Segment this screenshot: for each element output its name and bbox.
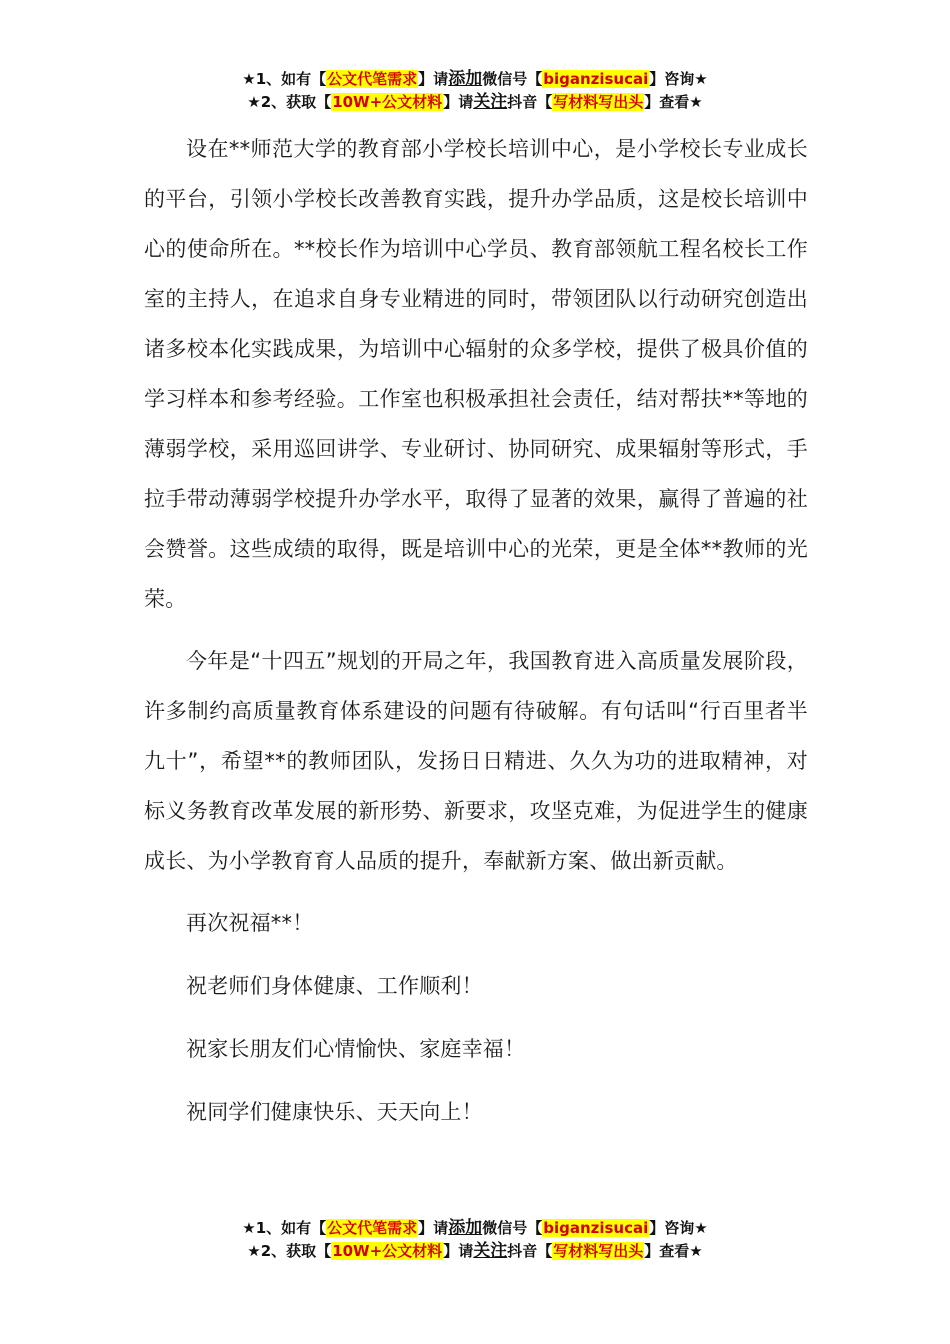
banner-line-1 — [0, 1217, 950, 1240]
highlight-douyin-account: 写材料写出头 — [553, 93, 644, 111]
banner-line-1-mid: 】请 — [418, 1219, 449, 1237]
banner-line-1 — [0, 68, 950, 91]
banner-line-1-mid2: 微信号【 — [482, 1219, 543, 1237]
banner-line-1-suffix: 】咨询★ — [649, 70, 708, 88]
header-banner — [0, 68, 950, 114]
banner-line-1-prefix: ★1、如有【 — [242, 70, 327, 88]
banner-line-2 — [0, 91, 950, 114]
banner-line-2-prefix: ★2、获取【 — [247, 1242, 332, 1260]
wish-line-1: 再次祝福**！ — [186, 911, 314, 935]
banner-line-2-prefix: ★2、获取【 — [247, 93, 332, 111]
banner-line-2-suffix: 】查看★ — [644, 1242, 703, 1260]
highlight-service: 公文代笔需求 — [327, 70, 418, 88]
banner-line-1-prefix: ★1、如有【 — [242, 1219, 327, 1237]
wish-line-2: 祝老师们身体健康、工作顺利！ — [186, 974, 483, 998]
highlight-materials: 10W+公文材料 — [332, 1242, 443, 1260]
document-body — [144, 124, 808, 1150]
banner-line-2 — [0, 1240, 950, 1263]
banner-line-1-mid2: 微信号【 — [482, 70, 543, 88]
banner-line-2-mid: 】请 — [443, 93, 474, 111]
wish-line-4: 祝同学们健康快乐、天天向上！ — [186, 1100, 483, 1124]
wish-line-3: 祝家长朋友们心情愉快、家庭幸福！ — [186, 1037, 526, 1061]
highlight-wechat-id: biganzisucai — [543, 1219, 649, 1237]
banner-line-1-mid: 】请 — [418, 70, 449, 88]
paragraph-2: 今年是“十四五”规划的开局之年，我国教育进入高质量发展阶段，许多制约高质量教育体系建设的问题有待破解。有句话叫“行百里者半九十”，希望**的教师团队，发扬日日精进、久久为功的进取精神，对标义务教育改革发展的新形势、新要求，攻坚克难，为促进学生的健康成长、为小学教育育人品质的提升，奉献新方案、做出新贡献。 — [144, 649, 808, 873]
highlight-service: 公文代笔需求 — [327, 1219, 418, 1237]
banner-line-2-mid2: 抖音【 — [507, 1242, 553, 1260]
banner-line-1-suffix: 】咨询★ — [649, 1219, 708, 1237]
banner-line-2-mid: 】请 — [443, 1242, 474, 1260]
paragraph-gap — [144, 886, 808, 898]
banner-line-1-emphasis: 添加 — [448, 1218, 483, 1238]
banner-line-2-emphasis: 关注 — [473, 1241, 508, 1261]
banner-line-2-mid2: 抖音【 — [507, 93, 553, 111]
highlight-wechat-id: biganzisucai — [543, 70, 649, 88]
highlight-douyin-account: 写材料写出头 — [553, 1242, 644, 1260]
paragraph-1: 设在**师范大学的教育部小学校长培训中心，是小学校长专业成长的平台，引领小学校长改善教育实践，提升办学品质，这是校长培训中心的使命所在。**校长作为培训中心学员、教育部领航工程名校长工作室的主持人，在追求自身专业精进的同时，带领团队以行动研究创造出诸多校本化实践成果，为培训中心辐射的众多学校，提供了极具价值的学习样本和参考经验。工作室也积极承担社会责任，结对帮扶**等地的薄弱学校，采用巡回讲学、专业研讨、协同研究、成果辐射等形式，手拉手带动薄弱学校提升办学水平，取得了显著的效果，赢得了普遍的社会赞誉。这些成绩的取得，既是培训中心的光荣，更是全体**教师的光荣。 — [144, 137, 808, 611]
banner-line-1-emphasis: 添加 — [448, 69, 483, 89]
paragraph-gap — [144, 624, 808, 636]
banner-line-2-emphasis: 关注 — [473, 92, 508, 112]
highlight-materials: 10W+公文材料 — [332, 93, 443, 111]
footer-banner — [0, 1217, 950, 1263]
banner-line-2-suffix: 】查看★ — [644, 93, 703, 111]
